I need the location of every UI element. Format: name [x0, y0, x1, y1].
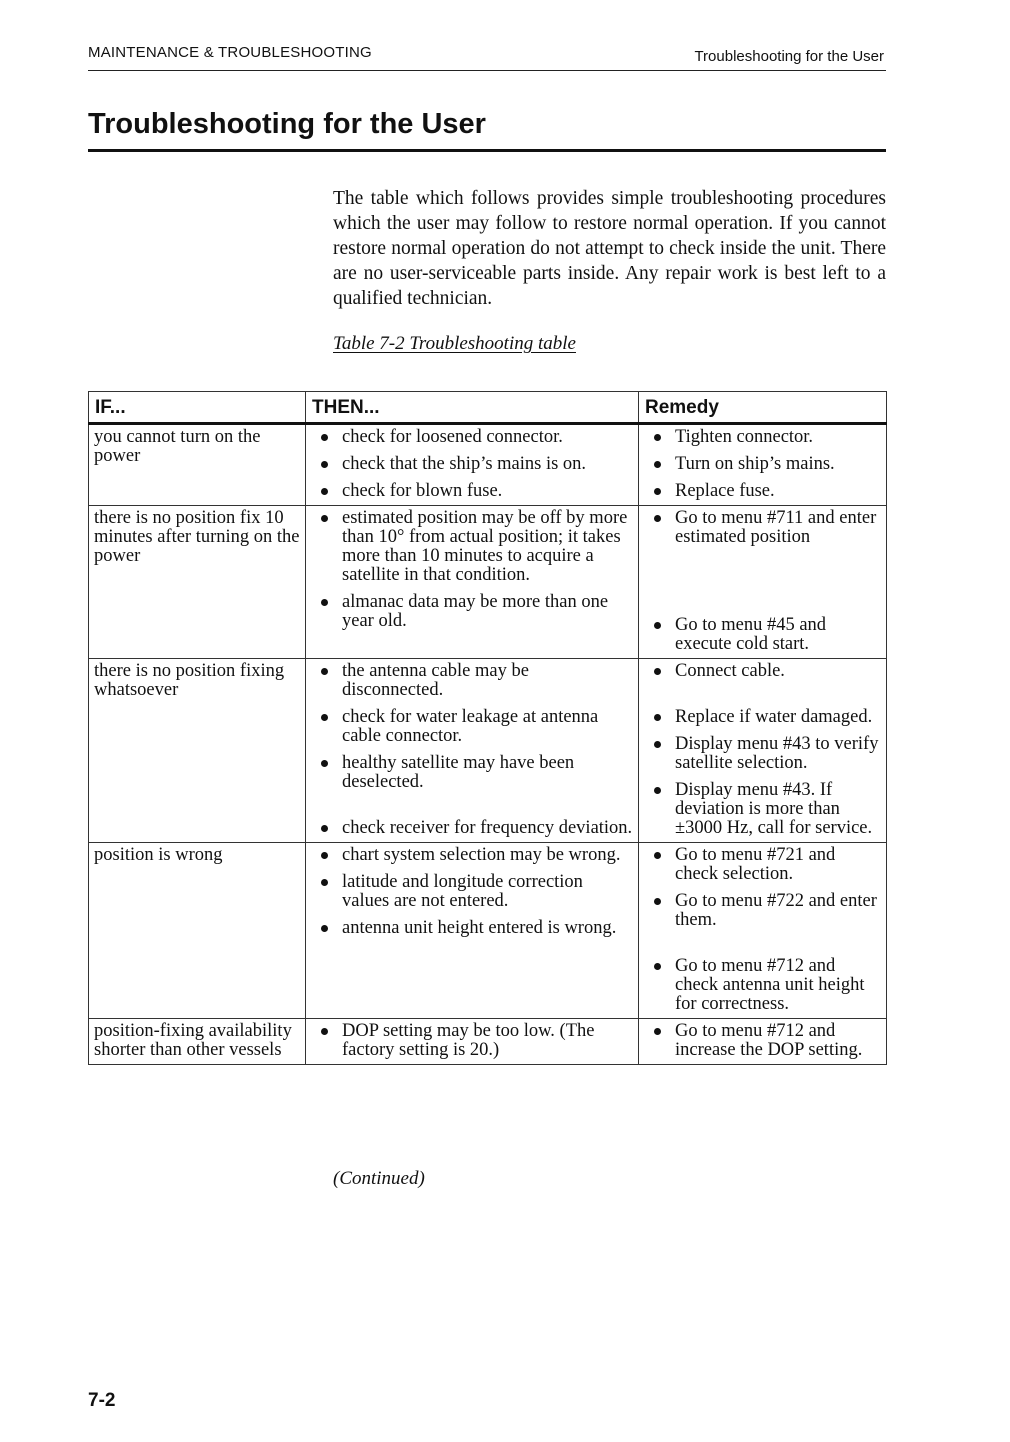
bullet-icon: [321, 515, 328, 522]
intro-paragraph: The table which follows provides simple troubleshooting procedures which the user may follow to restore normal operation. If you cannot restore normal operation do not attempt to check inside the unit. There are no user-serviceable parts inside. Any repair work is best left to a qualified technician.: [333, 188, 886, 309]
running-header-section: MAINTENANCE & TROUBLESHOOTING: [88, 44, 372, 61]
bullet-icon: [321, 461, 328, 468]
cause-item: almanac data may be more than one year old.: [311, 593, 634, 631]
page-number: 7-2: [88, 1390, 116, 1411]
bullet-icon: [654, 622, 661, 629]
condition-text: position is wrong: [94, 845, 223, 865]
if-cell: [89, 1019, 306, 1065]
cause-item: check receiver for frequency deviation.: [311, 819, 634, 838]
bullet-icon: [321, 925, 328, 932]
troubleshooting-table: [88, 391, 887, 1065]
bullet-icon: [654, 852, 661, 859]
remedy-item: Turn on ship’s mains.: [644, 455, 882, 474]
cause-item: check for blown fuse.: [311, 482, 634, 501]
header-rule: [88, 70, 886, 71]
remedy-item: Go to menu #722 and enter them.: [644, 892, 882, 949]
condition-text: there is no position fixing whatsoever: [94, 661, 285, 700]
table-row: [89, 659, 887, 843]
bullet-icon: [321, 879, 328, 886]
if-cell: [89, 843, 306, 1019]
cause-item: antenna unit height entered is wrong.: [311, 919, 634, 938]
bullet-icon: [321, 434, 328, 441]
bullet-icon: [321, 852, 328, 859]
header-then: THEN...: [306, 392, 639, 424]
remedy-item: Display menu #43. If deviation is more than ±3000 Hz, call for service.: [644, 781, 882, 838]
remedy-cell: [639, 659, 887, 843]
cause-item: latitude and longitude correction values are not entered.: [311, 873, 634, 911]
bullet-icon: [654, 1028, 661, 1035]
bullet-icon: [321, 760, 328, 767]
condition-text: there is no position fix 10 minutes after turning on the power: [94, 508, 300, 566]
bullet-icon: [654, 515, 661, 522]
bullet-icon: [321, 668, 328, 675]
remedy-item: Go to menu #711 and enter estimated position: [644, 509, 882, 608]
cause-item: the antenna cable may be disconnected.: [311, 662, 634, 700]
bullet-icon: [654, 963, 661, 970]
cause-item: check for loosened connector.: [311, 428, 634, 447]
table-row: [89, 843, 887, 1019]
continued-note: (Continued): [333, 1168, 425, 1189]
bullet-icon: [321, 825, 328, 832]
header-if: IF...: [89, 392, 306, 424]
bullet-icon: [654, 434, 661, 441]
if-cell: [89, 424, 306, 506]
cause-item: estimated position may be off by more than 10° from actual position; it takes more than 10 minutes to acquire a satellite in that condition.: [311, 509, 634, 585]
bullet-icon: [321, 488, 328, 495]
table-row: [89, 1019, 887, 1065]
table-row: [89, 506, 887, 659]
bullet-icon: [654, 898, 661, 905]
remedy-cell: [639, 1019, 887, 1065]
remedy-item: Go to menu #712 and increase the DOP setting.: [644, 1022, 882, 1060]
then-cell: [306, 424, 639, 506]
bullet-icon: [321, 1028, 328, 1035]
table-caption: Table 7-2 Troubleshooting table: [333, 333, 576, 354]
remedy-item: Go to menu #712 and check antenna unit height for correctness.: [644, 957, 882, 1014]
remedy-item: Tighten connector.: [644, 428, 882, 447]
bullet-icon: [654, 488, 661, 495]
bullet-icon: [654, 714, 661, 721]
remedy-item: Go to menu #721 and check selection.: [644, 846, 882, 884]
title-rule: [88, 149, 886, 152]
cause-item: check for water leakage at antenna cable connector.: [311, 708, 634, 746]
remedy-item: Replace fuse.: [644, 482, 882, 501]
cause-item: DOP setting may be too low. (The factory setting is 20.): [311, 1022, 634, 1060]
if-cell: [89, 506, 306, 659]
remedy-cell: [639, 424, 887, 506]
condition-text: you cannot turn on the power: [94, 427, 261, 466]
remedy-item: Replace if water damaged.: [644, 708, 882, 727]
then-cell: [306, 659, 639, 843]
bullet-icon: [654, 741, 661, 748]
bullet-icon: [321, 599, 328, 606]
then-cell: [306, 506, 639, 659]
then-cell: [306, 1019, 639, 1065]
bullet-icon: [654, 461, 661, 468]
cause-item: check that the ship’s mains is on.: [311, 455, 634, 474]
running-header-topic: Troubleshooting for the User: [694, 48, 884, 65]
remedy-item: Display menu #43 to verify satellite selection.: [644, 735, 882, 773]
table-row: [89, 424, 887, 506]
remedy-cell: [639, 506, 887, 659]
bullet-icon: [654, 668, 661, 675]
bullet-icon: [654, 787, 661, 794]
condition-text: position-fixing availability shorter than other vessels: [94, 1021, 292, 1060]
then-cell: [306, 843, 639, 1019]
cause-item: chart system selection may be wrong.: [311, 846, 634, 865]
cause-item: healthy satellite may have been deselected.: [311, 754, 634, 811]
table-header-row: [89, 392, 887, 424]
remedy-cell: [639, 843, 887, 1019]
remedy-item: Connect cable.: [644, 662, 882, 700]
if-cell: [89, 659, 306, 843]
header-remedy: Remedy: [639, 392, 887, 424]
page-title: Troubleshooting for the User: [88, 108, 486, 140]
bullet-icon: [321, 714, 328, 721]
remedy-item: Go to menu #45 and execute cold start.: [644, 616, 882, 654]
